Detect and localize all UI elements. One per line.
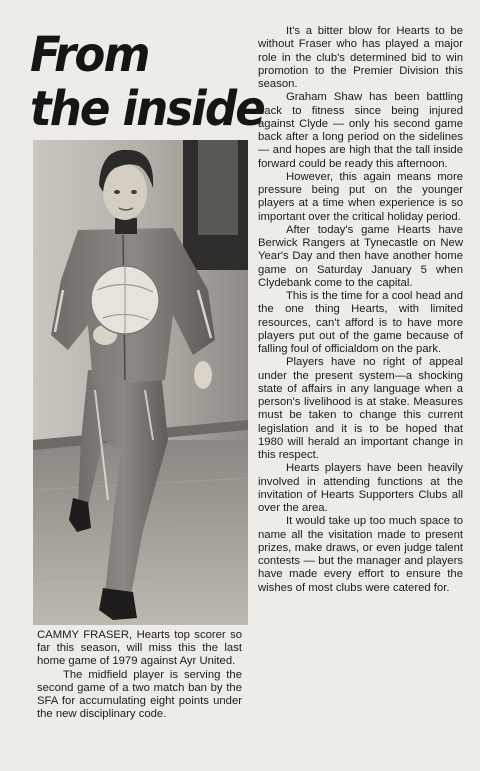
article-paragraph: Graham Shaw has been battling back to fitness since being injured against Clyde — only his second game back after a long period on the sidelines — and hopes are high that the tall inside forward could be ready this afternoon.: [258, 91, 463, 170]
headline-line-2: the inside: [30, 81, 265, 137]
player-photo: [33, 140, 248, 625]
caption-paragraph: CAMMY FRASER, Hearts top scorer so far this season, will miss this the last home game of 1979 against Ayr United.: [37, 629, 242, 668]
article-paragraph: Hearts players have been heavily involved in attending functions at the invitation of Hearts Supporters Clubs all over the area.: [258, 462, 463, 514]
caption-paragraph: The midfield player is serving the second game of a two match ban by the SFA for accumulating eight points under the new disciplinary code.: [37, 668, 242, 721]
article-body: [258, 25, 463, 595]
footballer-illustration: [33, 140, 248, 625]
article-paragraph: After today's game Hearts have Berwick Rangers at Tynecastle on New Year's Day and then have another home game on Saturday January 5 when Clydebank come to the capital.: [258, 223, 463, 289]
photo-caption: [37, 629, 242, 721]
article-paragraph: However, this again means more pressure being put on the younger players at a time when experience is so important over the critical holiday period.: [258, 170, 463, 223]
headline: [30, 27, 265, 137]
article-paragraph: This is the time for a cool head and the one thing Hearts, with limited resources, can't afford is to have more players put out of the game because of falling foul of officialdom on the park.: [258, 290, 463, 355]
article-paragraph: It would take up too much space to name all the visitation made to present prizes, make draws, or even judge talent contests — but the manager and players have made every effort to ensure the wishes of most clubs were catered for.: [258, 515, 463, 594]
headline-line-1: From: [30, 27, 149, 83]
article-paragraph: Players have no right of appeal under the present system—a shocking state of affairs in any language when a person's livelihood is at stake. Measures must be taken to change this current legislation and it is to be hoped that 1980 will herald an important change in this respect.: [258, 356, 463, 461]
article-paragraph: It's a bitter blow for Hearts to be without Fraser who has played a major role in the club's determined bid to win promotion to the Premier Division this season.: [258, 25, 463, 90]
